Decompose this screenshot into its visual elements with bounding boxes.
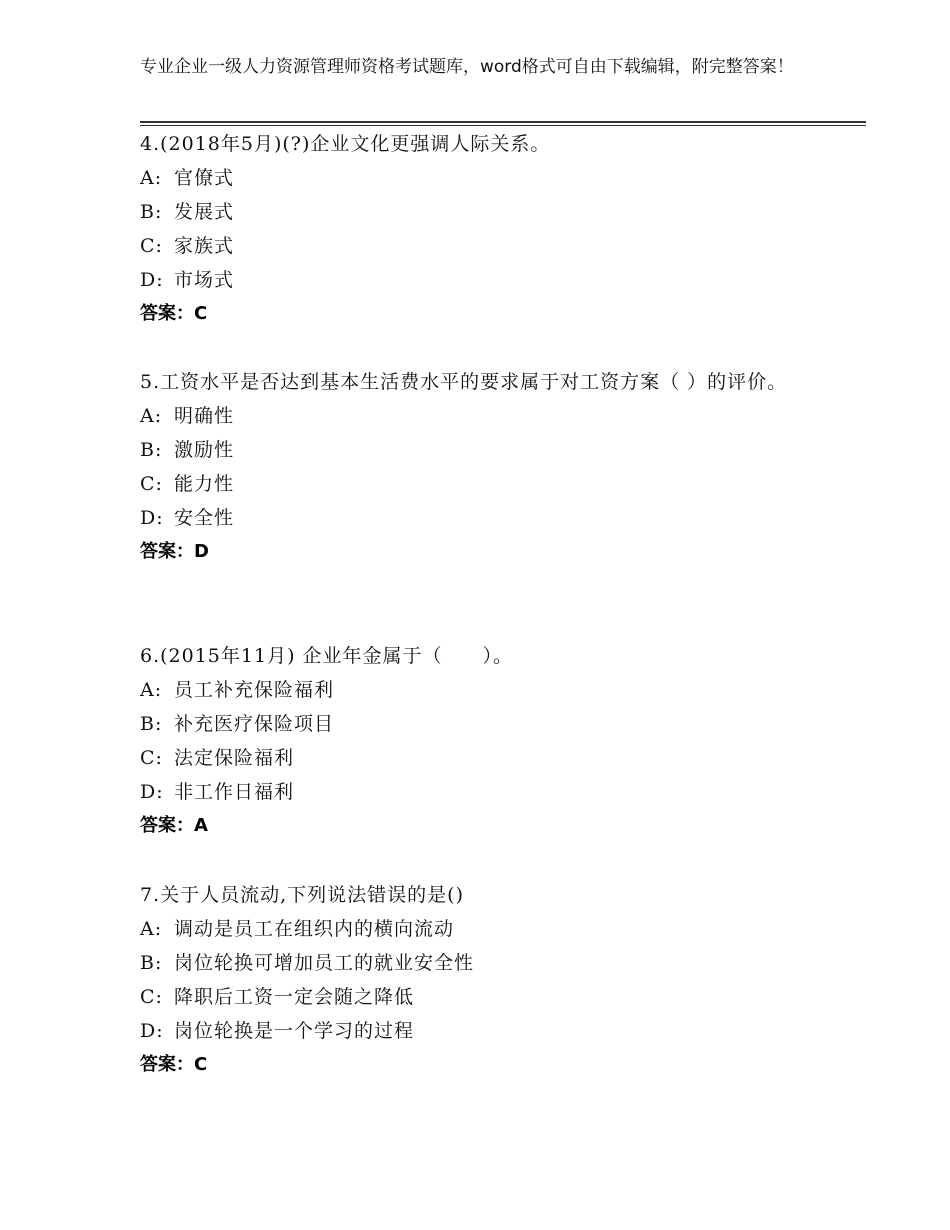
question-4 xyxy=(140,127,820,331)
option-b xyxy=(140,433,820,467)
option-text: 能力性 xyxy=(174,473,235,495)
option-text: 明确性 xyxy=(174,405,235,427)
option-text: 官僚式 xyxy=(174,167,235,189)
option-text: 员工补充保险福利 xyxy=(174,679,335,701)
option-text: 岗位轮换可增加员工的就业安全性 xyxy=(174,952,475,974)
option-text: 发展式 xyxy=(174,201,235,223)
question-5 xyxy=(140,365,820,569)
option-text: 家族式 xyxy=(174,235,235,257)
option-letter: D: xyxy=(140,269,164,291)
question-stem: 4.(2018年5月)(?)企业文化更强调人际关系。 xyxy=(140,133,551,155)
option-letter: B: xyxy=(140,201,163,223)
option-text: 市场式 xyxy=(174,269,235,291)
option-a xyxy=(140,912,820,946)
option-text: 补充医疗保险项目 xyxy=(174,713,335,735)
option-letter: A: xyxy=(140,679,163,701)
option-c xyxy=(140,741,820,775)
answer-line: 答案：C xyxy=(140,303,208,324)
question-6 xyxy=(140,639,820,843)
option-letter: A: xyxy=(140,405,163,427)
option-b xyxy=(140,707,820,741)
header-divider-thin xyxy=(140,125,866,126)
option-d xyxy=(140,1014,820,1048)
option-text: 非工作日福利 xyxy=(174,781,295,803)
option-c xyxy=(140,229,820,263)
header-divider-thick xyxy=(140,121,866,123)
option-text: 调动是员工在组织内的横向流动 xyxy=(174,918,455,940)
option-letter: C: xyxy=(140,986,163,1008)
option-text: 法定保险福利 xyxy=(174,747,295,769)
document-header: 专业企业一级人力资源管理师资格考试题库，word格式可自由下载编辑，附完整答案！ xyxy=(140,57,794,77)
option-text: 激励性 xyxy=(174,439,235,461)
option-a xyxy=(140,673,820,707)
answer-line: 答案：C xyxy=(140,1054,208,1075)
option-b xyxy=(140,195,820,229)
option-letter: B: xyxy=(140,952,163,974)
option-a xyxy=(140,399,820,433)
question-stem: 7.关于人员流动,下列说法错误的是() xyxy=(140,884,464,906)
option-d xyxy=(140,263,820,297)
option-d xyxy=(140,775,820,809)
option-letter: C: xyxy=(140,747,163,769)
option-c xyxy=(140,467,820,501)
question-7 xyxy=(140,878,820,1082)
question-stem: 6.(2015年11月) 企业年金属于（ ）。 xyxy=(140,645,514,667)
option-letter: C: xyxy=(140,473,163,495)
option-letter: D: xyxy=(140,507,164,529)
answer-line: 答案：D xyxy=(140,541,209,562)
option-a xyxy=(140,161,820,195)
question-stem: 5.工资水平是否达到基本生活费水平的要求属于对工资方案（ ）的评价。 xyxy=(140,371,788,393)
option-letter: A: xyxy=(140,167,163,189)
answer-line: 答案：A xyxy=(140,815,208,836)
option-text: 安全性 xyxy=(174,507,235,529)
option-letter: A: xyxy=(140,918,163,940)
option-text: 降职后工资一定会随之降低 xyxy=(174,986,415,1008)
option-letter: B: xyxy=(140,439,163,461)
option-text: 岗位轮换是一个学习的过程 xyxy=(174,1020,415,1042)
option-b xyxy=(140,946,820,980)
option-c xyxy=(140,980,820,1014)
option-letter: D: xyxy=(140,1020,164,1042)
option-letter: B: xyxy=(140,713,163,735)
option-letter: D: xyxy=(140,781,164,803)
option-d xyxy=(140,501,820,535)
option-letter: C: xyxy=(140,235,163,257)
